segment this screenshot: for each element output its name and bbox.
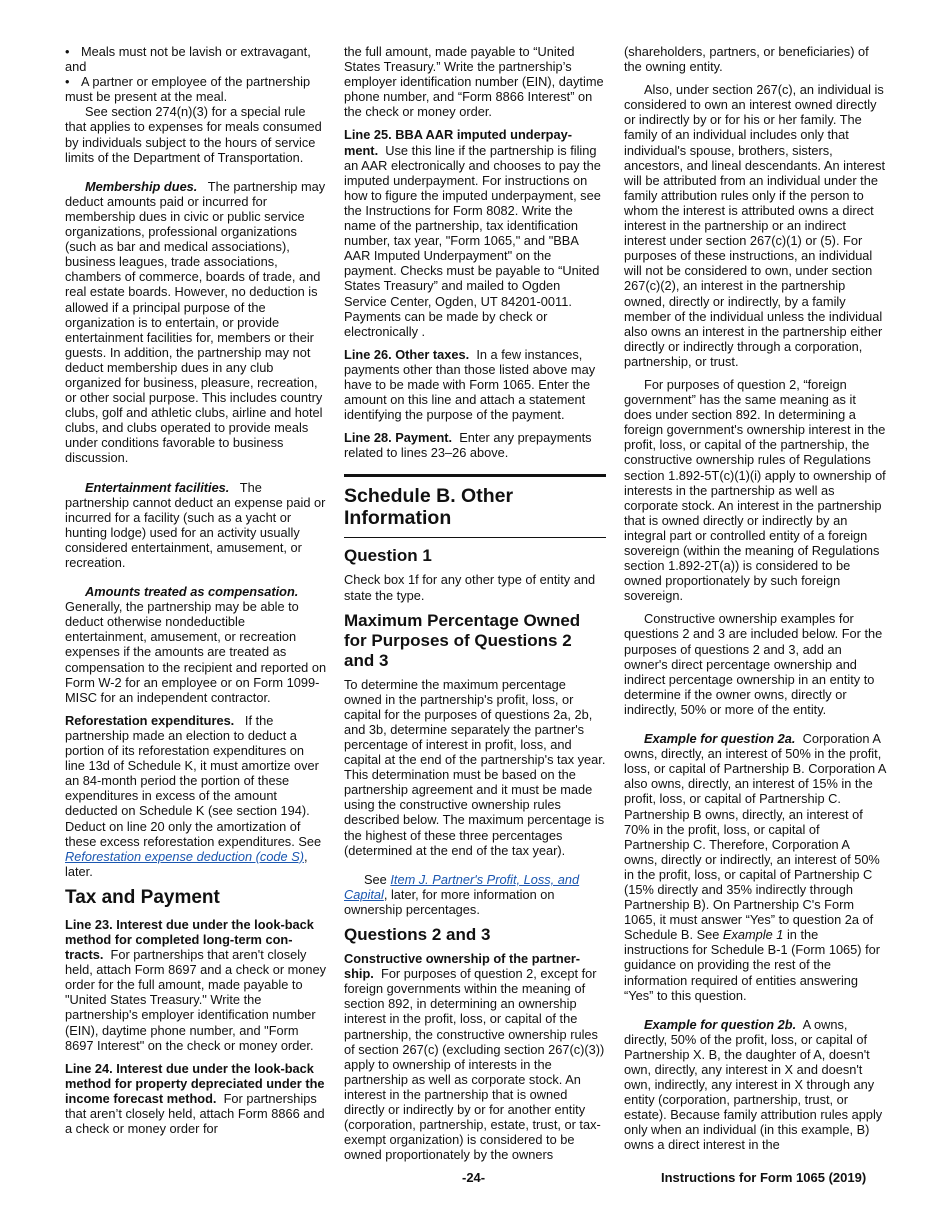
footer-form-title: Instructions for Form 1065 (2019): [661, 1170, 867, 1185]
column-left: [65, 44, 327, 1144]
paragraph-line-24: Line 24. Interest due under the look-back method for property depreciated under the income forecast method. For partnerships that aren’t closely held, attach Form 8866 and a check or money order for: [65, 1060, 325, 1137]
heading-schedule-b: Schedule B. Other Information: [344, 485, 514, 530]
item-j-link[interactable]: Item J. Partner's Profit, Loss, and Capital: [344, 871, 580, 902]
column-middle: [344, 44, 606, 1170]
paragraph-line-28: Line 28. Payment. Enter any prepayments related to lines 23–26 above.: [344, 430, 592, 461]
paragraph-maximum-percentage: To determine the maximum percentage owned in the partnership's profit, loss, or capital for the purposes of questions 2a, 2b, and 3b, determine separately the partner's percentage of interest in profit, loss, and capital at the end of the partnership's tax year. This determination must be based on the partnership agreement and it must be made using the constructive ownership rules described below. The maximum percentage is the highest of these three percentages (determined at the end of the tax year).: [344, 676, 606, 858]
line-23-title: Line 23. Interest due under the look-back method for completed long-term con-tracts.: [65, 916, 314, 963]
membership-dues-title: Membership dues.: [85, 178, 198, 194]
paragraph-family-attribution: Also, under section 267(c), an individual is considered to own an interest owned directly or indirectly by or for his or her family. The family of an individual includes only that individual's spouse, brothers, sisters, ancestors, and lineal descendants. An interest will be attributed from an individual under the family attribution rules only if the person to whom the interest is attributed owns a direct interest in the partnership or an indirect interest under section 267(c)(1) or (5). For purposes of these instructions, an individual will not be considered to own, under section 267(c)(2), an interest in the partnership owned, directly or indirectly, by a family member of the individual unless the individual also owns an interest in the partnership either directly or indirectly through a corporation, partnership, or trust.: [624, 82, 886, 369]
constructive-ownership-title: Constructive ownership of the partner-ship.: [344, 951, 581, 982]
paragraph-line-25: Line 25. BBA AAR imputed underpay-ment. Use this line if the partnership is filing an AAR electronically and chooses to pay the imputed underpayment. For instructions on how to figure the imputed underpayment, see the Instructions for Form 8082. Write the name of the partnership, tax identification number, tax year, "Form 1065," and "BBA AAR Imputed Underpayment" on the payment. Checks must be payable to “United States Treasury” and mailed to Ogden Service Center, Ogden, UT 84201-0011. Payments can be made by check or electronically .: [344, 127, 601, 339]
paragraph-example-2a: Example for question 2a. Corporation A owns, directly, an interest of 50% in the profit, loss, or capital of Partnership B. Corporation A also owns, directly, an interest of 15% in the profit, loss, or capital of Partnership C. Partnership B owns, directly, an interest of 70% in the profit, loss, or capital of Partnership C. Therefore, Corporation A owns, directly or indirectly, an interest of 50% in the profit, loss, or capital of Partnership C (15% directly and 35% indirectly through Partnership B). On Partnership C's Form 1065, it must answer “Yes” to question 2a of Schedule B. See Example 1 in the instructions for Schedule B-1 (Form 1065) for guidance on providing the rest of the information required of entities answering “Yes” to this question.: [624, 731, 886, 1003]
bullet-dot: •: [65, 44, 70, 59]
paragraph-constructive-ownership: Constructive ownership of the partner-ship. For purposes of question 2, except for foreign governments within the meaning of section 892, in determining an ownership interest in the profit, loss, or capital of the partnership, the constructive ownership rules of section 267(c) (excluding section 267(c)(3)) apply to ownership of interests in the partnership as well as corporate stock. An interest in the partnership that is owned directly or indirectly by or for another entity (corporation, partnership, estate, trust, or tax-exempt organization) is considered to be owned proportionately by the owners: [344, 951, 605, 1163]
paragraph-entertainment-facilities: Entertainment facilities. The partnership cannot deduct an expense paid or incurred for a facility (such as a yacht or hunting lodge) used for an activity usually considered entertainment, amusement, or recreation.: [65, 479, 326, 570]
line-24-title: Line 24. Interest due under the look-back method for property depreciated under the income forecast method.: [65, 1060, 325, 1106]
example-2a-title: Example for question 2a.: [644, 731, 796, 747]
line-28-title: Line 28. Payment.: [344, 430, 453, 446]
paragraph-owning-entity-continued: (shareholders, partners, or beneficiaries) of the owning entity.: [624, 44, 869, 75]
heading-questions-2-3: Questions 2 and 3: [344, 925, 491, 945]
paragraph-constructive-examples: Constructive ownership examples for questions 2 and 3 are included below. For the purposes of questions 2 and 3, add an owner's direct percentage ownership and indirect percentage ownership in an entity to determine if the owner owns, directly or indirectly, 50% or more of the entity.: [624, 611, 883, 717]
heading-question-1: Question 1: [344, 546, 432, 566]
reforestation-expense-link[interactable]: Reforestation expense deduction (code S): [65, 848, 305, 864]
heading-maximum-percentage: Maximum Percentage Owned for Purposes of Questions 2 and 3: [344, 610, 581, 670]
schedule-b-top-rule: [344, 474, 606, 477]
reforestation-title: Reforestation expenditures.: [65, 712, 235, 728]
paragraph-foreign-government: For purposes of question 2, “foreign government” has the same meaning as it does under section 892. In determining a foreign government's ownership interest in the profit, loss, or capital of the partnership, the constructive ownership rules of Regulations section 1.892-5T(c)(1)(i) apply to ownership of interests in the partnership as well as corporate stock. An interest in the partnership that is owned directly or indirectly by an integral part or controlled entity of a foreign sovereign (within the meaning of Regulations section 1.892-2T(a)) is considered to be owned proportionately by such foreign sovereign.: [624, 376, 886, 604]
paragraph-line-26: Line 26. Other taxes. In a few instances, payments other than those listed above may have to be made with Form 1065. Enter the amount on this line and attach a statement identifying the purpose of the payment.: [344, 346, 596, 423]
paragraph-line-24-continued: the full amount, made payable to “United States Treasury.” Write the partnership’s employer identification number (EIN), daytime phone number, and “Form 8866 Interest” on the check or money order.: [344, 44, 604, 120]
page-number: -24-: [462, 1170, 486, 1185]
paragraph-see-item-j: See Item J. Partner's Profit, Loss, and Capital, later, for more information on ownership percentages.: [344, 871, 580, 917]
example-2b-title: Example for question 2b.: [644, 1016, 797, 1032]
entertainment-facilities-title: Entertainment facilities.: [85, 479, 230, 495]
paragraph-example-2b: Example for question 2b. A owns, directly, 50% of the profit, loss, or capital of Partnership X. B, the daughter of A, doesn't own, directly, any interest in X and doesn't own, indirectly, any interest in X through any entity (corporation, partnership, trust, or estate). Because family attribution rules apply only when an individual (in this example, B) owns a direct interest in the: [624, 1016, 883, 1153]
paragraph-amounts-compensation: Amounts treated as compensation. Generally, the partnership may be able to deduct otherwise nondeductible entertainment, amusement, or recreation expenses if the amounts are treated as compensation to the recipient and reported on Form W-2 for an employee or on Form 1099-MISC for an independent contractor.: [65, 584, 327, 705]
paragraph-reforestation: Reforestation expenditures. If the partnership made an election to deduct a portion of its reforestation expenditures on line 13d of Schedule K, it must amortize over an 84-month period the portion of these expenditures in excess of the amount deducted on Schedule K (see section 194). Deduct on line 20 only the amortization of these excess reforestation expenditures. See Reforestation expense deduction (code S), later.: [65, 712, 322, 879]
line-26-title: Line 26. Other taxes.: [344, 346, 470, 362]
schedule-b-bottom-rule: [344, 537, 606, 538]
bullet-partner-present: • A partner or employee of the partnership must be present at the meal.: [65, 74, 311, 105]
line-25-title: Line 25. BBA AAR imputed underpay-ment.: [344, 127, 572, 158]
paragraph-line-23: Line 23. Interest due under the look-back method for completed long-term con-tracts. For partnerships that aren't closely held, attach Form 8697 and a check or money order for the full amount, made payable to "United States Treasury." Write the partnership's employer identification number (EIN), daytime phone number, and "Form 8697 Interest" on the check or money order.: [65, 916, 327, 1053]
bullet-meals-lavish: • Meals must not be lavish or extravagant, and: [65, 44, 311, 75]
heading-tax-and-payment: Tax and Payment: [65, 886, 220, 908]
column-right: [624, 44, 886, 1161]
paragraph-membership-dues: Membership dues. The partnership may deduct amounts paid or incurred for membership dues in civic or public service organizations, professional organizations (such as bar and medical associations), business leagues, trade associations, chambers of commerce, boards of trade, and real estate boards. However, no deduction is allowed if a principal purpose of the organization is to entertain, or provide entertainment facilities for, members or their guests. In addition, the partnership may not deduct membership dues in any club organized for business, pleasure, recreation, or other social purpose. This includes country clubs, golf and athletic clubs, airline and hotel clubs, and clubs operated to provide meals under conditions favorable to business discussion.: [65, 178, 326, 466]
amounts-compensation-title: Amounts treated as compensation.: [85, 584, 299, 600]
paragraph-section-274: See section 274(n)(3) for a special rule that applies to expenses for meals consumed by individuals subject to the hours of service limits of the Department of Transportation.: [65, 104, 322, 165]
bullet-dot: •: [65, 74, 70, 90]
paragraph-question-1: Check box 1f for any other type of entity and state the type.: [344, 572, 596, 603]
